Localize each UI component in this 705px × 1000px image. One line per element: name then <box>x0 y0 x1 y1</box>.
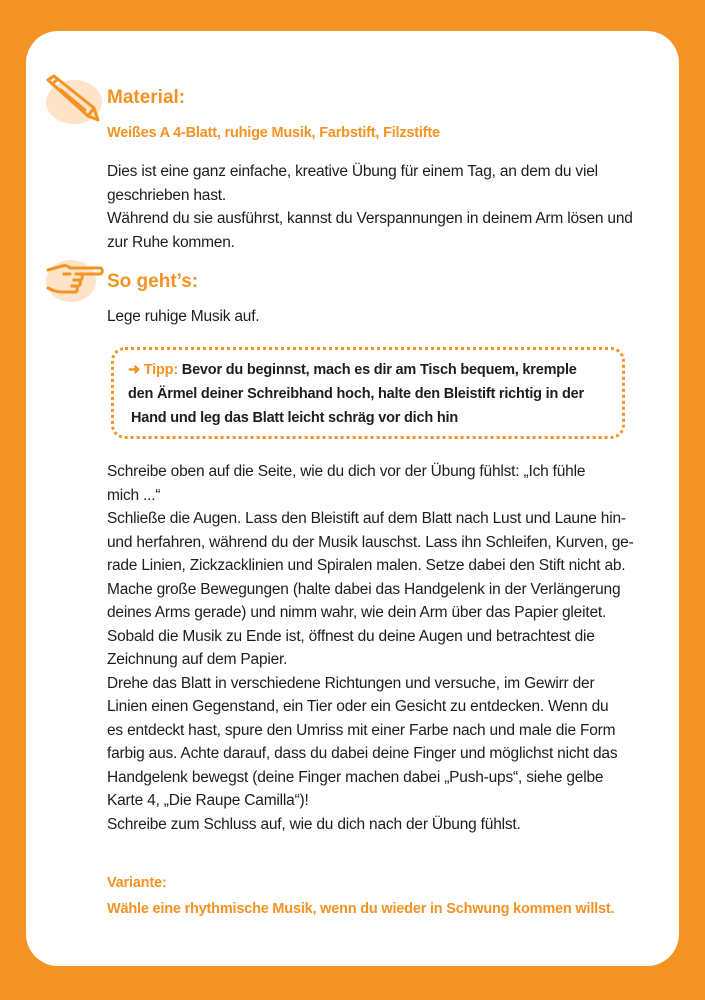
variant-text: Wähle eine rhythmische Musik, wenn du wieder in Schwung kommen willst. <box>107 901 615 917</box>
tip-text <box>128 358 618 430</box>
pointing-hand-icon <box>40 256 106 304</box>
howto-intro: Lege ruhige Musik auf. <box>107 308 260 325</box>
tip-line-3: Hand und leg das Blatt leicht schräg vor dich hin <box>131 410 458 426</box>
material-description: Dies ist eine ganz einfache, kreative Übung für einem Tag, an dem du viel geschrieben hast. Während du sie ausführst, kannst du Verspannungen in deinem Arm lösen und zur Ruhe kommen. <box>107 163 633 251</box>
tip-box <box>111 347 625 439</box>
tip-label: ➜ Tipp: <box>128 362 178 378</box>
material-items: Weißes A 4-Blatt, ruhige Musik, Farbstift, Filzstifte <box>107 125 440 141</box>
material-heading: Material: <box>107 87 186 108</box>
howto-heading: So geht’s: <box>107 271 199 292</box>
pencil-icon <box>40 70 106 126</box>
variant-heading: Variante: <box>107 875 167 891</box>
tip-line-1 <box>128 358 618 382</box>
tip-line-2: den Ärmel deiner Schreibhand hoch, halte den Bleistift richtig in der <box>128 386 584 402</box>
tip-line-1-text: Bevor du beginnst, mach es dir am Tisch bequem, kremple <box>181 362 577 378</box>
instructions-body: Schreibe oben auf die Seite, wie du dich vor der Übung fühlst: „Ich fühle mich ...“ Schließe die Augen. Lass den Bleistift auf dem Blatt nach Lust und Laune hin- und herfahren, während du der Musik lauschst. Lass ihn Schleifen, Kurven, ge- rade Linien, Zickzacklinien und Spiralen malen. Setze dabei den Stift nicht ab. Mache große Bewegungen (halte dabei das Handgelenk in der Verlängerung deines Arms gerade) und nimm wahr, wie dein Arm über das Papier gleitet. Sobald die Musik zu Ende ist, öffnest du deine Augen und betrachtest die Zeichnung auf dem Papier. Drehe das Blatt in verschiedene Richtungen und versuche, im Gewirr der Linien einen Gegenstand, ein Tier oder ein Gesicht zu entdecken. Wenn du es entdeckt hast, spure den Umriss mit einer Farbe nach und male die Form farbig aus. Achte darauf, dass du dabei deine Finger und möglichst nicht das Handgelenk bewegst (deine Finger machen dabei „Push-ups“, siehe gelbe Karte 4, „Die Raupe Camilla“)! Schreibe zum Schluss auf, wie du dich nach der Übung fühlst. <box>107 463 634 833</box>
